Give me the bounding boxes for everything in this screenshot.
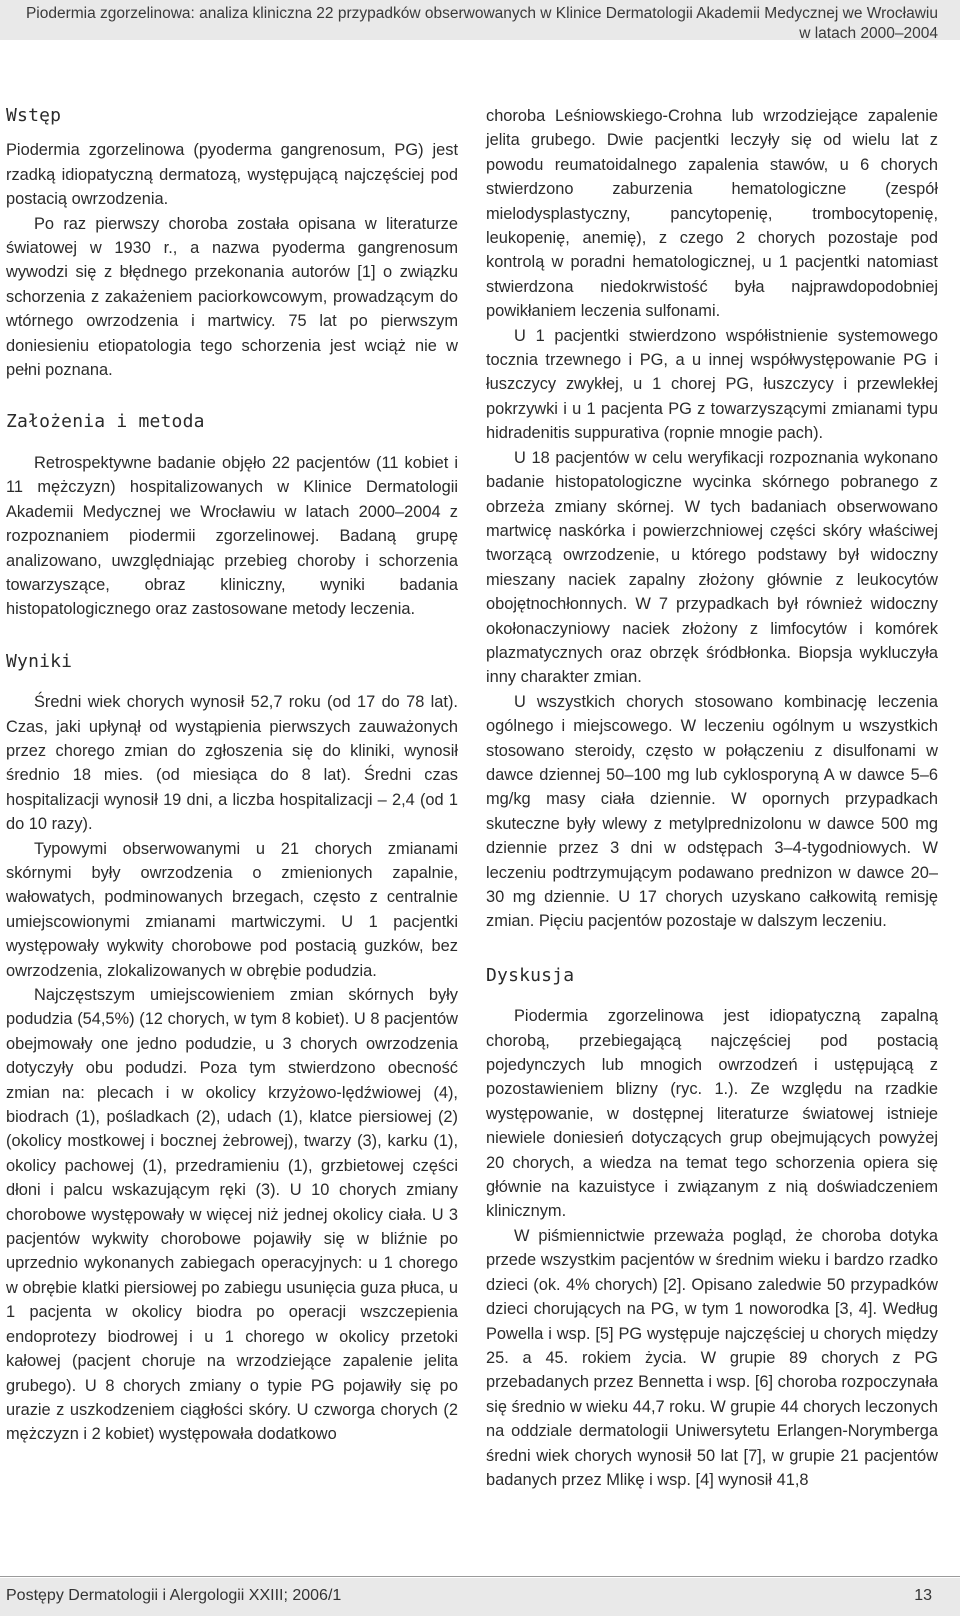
heading-discussion: Dyskusja [486, 964, 575, 986]
intro-paragraph-2: Po raz pierwszy choroba została opisana w literaturze światowej w 1930 r., a nazwa pyoderma gangrenosum wywodzi się z błędnego przekonania autorów [1] o związku schorzenia z zakażeniem paciorkowcowym, prowadzącym do wtórnego owrzodzenia i martwicy. 75 lat po pierwszym doniesieniu etiopatologia tego schorzenia jest wciąż nie w pełni poznana. [6, 214, 458, 380]
results-continued-paragraph-4: U wszystkich chorych stosowano kombinację leczenia ogólnego i miejscowego. W leczeniu ogólnym u wszystkich stosowano steroidy, często w połączeniu z disulfonami w dawce dziennej 50–100 mg lub cyklosporyną A w dawce 5–6 mg/kg masy ciała dziennie. W opornych przypadkach skuteczne były wlewy z metylprednizolonu w dawce 500 mg dziennie przez 3 dni w odstępach 3–4-tygodniowych. W leczeniu podtrzymującym podawano prednizon w dawce 20–30 mg dziennie. U 17 chorych uzyskano całkowitą remisję zmian. Pięciu pacjentów pozostaje w dalszym leczeniu. [486, 692, 938, 931]
right-column [486, 104, 938, 1492]
footer-rule [0, 1576, 960, 1577]
intro-paragraph-1: Piodermia zgorzelinowa (pyoderma gangrenosum, PG) jest rzadką idiopatyczną dermatozą, występującą najczęściej pod postacią owrzodzenia. [6, 141, 458, 209]
running-head [0, 0, 960, 40]
heading-intro: Wstęp [6, 105, 62, 126]
running-head-title: Piodermia zgorzelinowa: analiza kliniczna 22 przypadków obserwowanych w Klinice Dermatologii Akademii Medycznej we Wrocławiu w latach 2000–2004 [25, 5, 938, 42]
left-column [6, 104, 458, 1447]
page-number: 13 [914, 1587, 932, 1604]
results-paragraph-1: Średni wiek chorych wynosił 52,7 roku (od 17 do 78 lat). Czas, jaki upłynął od wystąpienia pierwszych zauważonych przez chorego zmian do zgłoszenia się do kliniki, wynosił średnio 18 mies. (od miesiąca do 8 lat). Średni czas hospitalizacji wynosił 19 dni, a liczba hospitalizacji – 2,4 (od 1 do 10 razy). [6, 693, 458, 834]
discussion-paragraph-1: Piodermia zgorzelinowa jest idiopatyczną zapalną chorobą, przebiegającą najczęściej pod postacią pojedynczych lub mnogich owrzodzeń i ustępującą z pozostawieniem blizny (ryc. 1.). Ze względu na rzadkie występowanie, w dostępnej literaturze światowej istnieje niewiele doniesień dotyczących grup obejmujących powyżej 20 chorych, a wiedza na temat tego schorzenia opiera się głównie na kazuistyce i związanym z nią doświadczeniem klinicznym. [486, 1007, 938, 1221]
results-continued-paragraph-1: choroba Leśniowskiego-Crohna lub wrzodziejące zapalenie jelita grubego. Dwie pacjentki leczyły się od wielu lat z powodu reumatoidalnego zapalenia stawów, u 6 chorych stwierdzono zaburzenia hematologiczne (zespół mielodysplastyczny, pancytopenię, trombocytopenię, leukopenię, anemię), z czego 2 chorych pozostaje pod kontrolą w poradni hematologicznej, u 1 pacjentki natomiast stwierdzona niedokrwistość była najprawdopodobniej powikłaniem leczenia sulfonami. [486, 107, 938, 321]
footer-journal: Postępy Dermatologii i Alergologii XXIII; 2006/1 [6, 1587, 342, 1604]
results-continued-paragraph-2: U 1 pacjentki stwierdzono współistnienie systemowego tocznia trzewnego i PG, a u innej współwystępowanie PG i łuszczycy zwykłej, u 1 chorej PG, łuszczycy i przewlekłej pokrzywki i u 1 pacjenta PG z towarzyszącymi zmianami typu hidradenitis suppurativa (ropnie mnogie pach). [486, 326, 938, 443]
discussion-paragraph-2: W piśmiennictwie przeważa pogląd, że choroba dotyka przede wszystkim pacjentów w średnim wieku i bardzo rzadko dzieci (ok. 4% chorych) [2]. Opisano zaledwie 50 przypadków dzieci chorujących na PG, w tym 1 noworodka [3, 4]. Według Powella i wsp. [5] PG występuje najczęściej u chorych między 25. a 45. rokiem życia. W grupie 89 chorych z PG przebadanych przez Bennetta i wsp. [6] choroba rozpoczynała się średnio w wieku 44,7 roku. W grupie 44 chorych leczonych na oddziale dermatologii Uniwersytetu Erlangen-Norymberga średni wiek chorych wynosił 50 lat [7], w grupie 21 pacjentów badanych przez Mlikę i wsp. [4] wynosił 41,8 [486, 1226, 938, 1489]
methods-paragraph-1: Retrospektywne badanie objęło 22 pacjentów (11 kobiet i 11 mężczyzn) hospitalizowanych w Klinice Dermatologii Akademii Medycznej we Wrocławiu w latach 2000–2004 z rozpoznaniem piodermii zgorzelinowej. Badaną grupę analizowano, uwzględniając przebieg choroby i schorzenia towarzyszące, obraz kliniczny, wyniki badania histopatologicznego oraz zastosowane metody leczenia. [6, 453, 458, 619]
footer [0, 1578, 960, 1616]
results-continued-paragraph-3: U 18 pacjentów w celu weryfikacji rozpoznania wykonano badanie histopatologiczne wycinka skórnego pobranego z obrzeża zmiany skórnej. W tych badaniach obserwowano martwicę naskórka i powierzchniowej części skóry właściwej tworzącą owrzodzenie, u którego podstawy był widoczny mieszany naciek zapalny złożony głównie z leukocytów obojętnochłonnych. W 7 przypadkach był również widoczny okołonaczyniowy naciek złożony z limfocytów i komórek plazmatycznych oraz obrzęk śródbłonka. Biopsja wykluczyła inny charakter zmian. [486, 448, 938, 687]
heading-results: Wyniki [6, 650, 73, 672]
results-paragraph-3: Najczęstszym umiejscowieniem zmian skórnych były podudzia (54,5%) (12 chorych, w tym 8 kobiet). U 8 pacjentów obejmowały one jedno podudzie, u 3 chorych owrzodzenia dotyczyły obu podudzi. Poza tym stwierdzono obecność zmian na: plecach i w okolicy krzyżowo-lędźwiowej (4), biodrach (1), pośladkach (2), udach (1), klatce piersiowej (2) (okolicy mostkowej i bocznej żebrowej), twarzy (3), karku (1), okolicy pachowej (1), przedramieniu (1), grzbietowej części dłoni i palcu wskazującym ręki (3). U 10 chorych zmiany chorobowe występowały w więcej niż jednej okolicy ciała. U 3 pacjentów wykwity chorobowe pojawiły się w bliźnie po uprzednio wykonanych zabiegach operacyjnych: u 1 chorego w obrębie klatki piersiowej po zabiegu usunięcia guza płuca, u 1 pacjenta w okolicy biodra po operacji wszczepienia endoprotezy biodrowej i u 1 chorego w okolicy przetoki kałowej (pacjent choruje na wrzodziejące zapalenie jelita grubego). U 8 chorych zmiany o typie PG pojawiły się po urazie z uszkodzeniem ciągłości skóry. U czworga chorych (2 mężczyzn i 2 kobiet) występowała dodatkowo [6, 986, 458, 1444]
results-paragraph-2: Typowymi obserwowanymi u 21 chorych zmianami skórnymi były owrzodzenia o zmienionych zapalnie, wałowatych, podminowanych brzegach, często z centralnie umiejscowionymi zmianami martwiczymi. U 1 pacjentki występowały wykwity chorobowe pod postacią guzków, bez owrzodzenia, zlokalizowanych w obrębie podudzia. [6, 839, 458, 980]
heading-methods: Założenia i metoda [6, 411, 205, 433]
